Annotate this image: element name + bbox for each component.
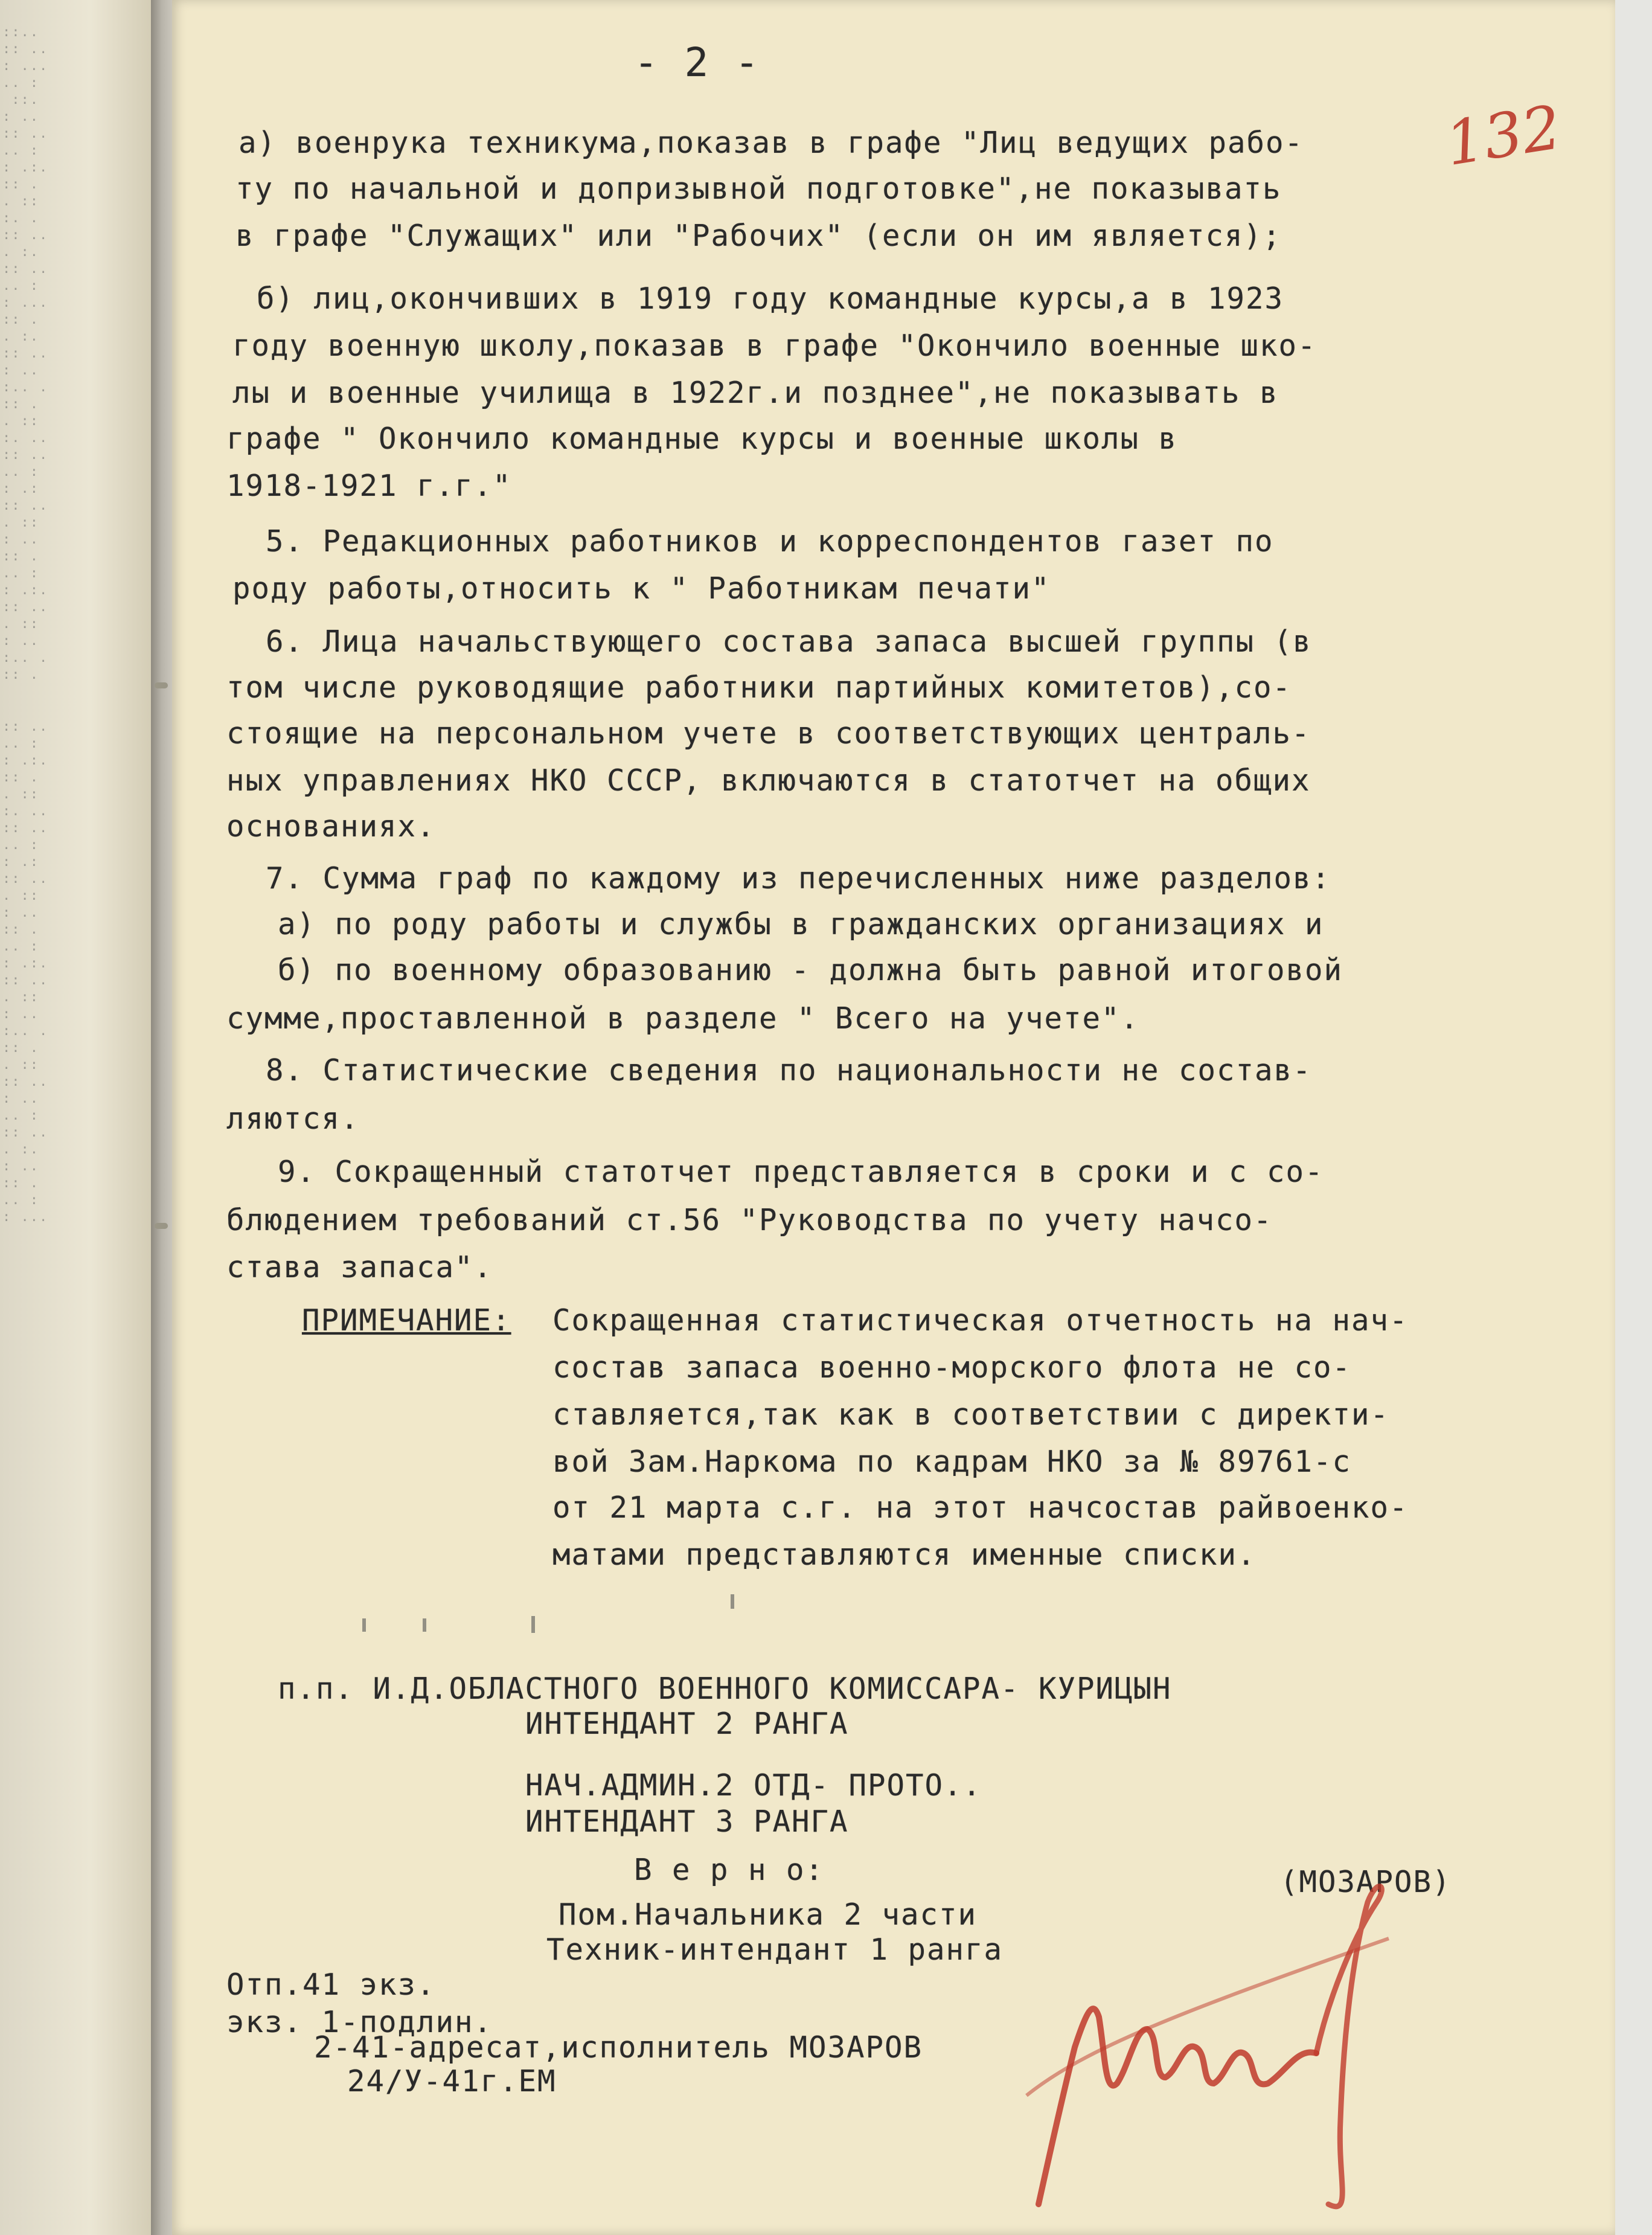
text-line: сумме,проставленной в разделе " Всего на учете". xyxy=(226,1001,1140,1036)
stray-mark xyxy=(423,1618,426,1632)
text-line: том числе руководящие работники партийных комитетов),со- xyxy=(226,670,1292,705)
text-line: 7. Сумма граф по каждому из перечисленных ниже разделов: xyxy=(266,861,1331,896)
previous-page xyxy=(0,0,151,2235)
book-gutter xyxy=(151,0,175,2235)
certified-label: В е р н о: xyxy=(634,1853,825,1887)
text-line: ту по начальной и допризывной подготовке",не показывать xyxy=(235,172,1282,206)
text-line: лы и военные училища в 1922г.и позднее",не показывать в xyxy=(232,376,1279,410)
page-number: - 2 - xyxy=(634,39,760,86)
signatory-rank: ИНТЕНДАНТ 3 РАНГА xyxy=(525,1804,849,1839)
text-line: графе " Окончило командные курсы и военные школы в xyxy=(226,422,1178,456)
signatory-rank: Техник-интендант 1 ранга xyxy=(546,1932,1004,1967)
signatory-line: Пом.Начальника 2 части xyxy=(559,1897,978,1932)
signatory-rank: ИНТЕНДАНТ 2 РАНГА xyxy=(525,1707,849,1741)
faded-previous-page-text-lower: :: .. .. : : .:. :: . . :: :. .. :: .. .. : : .: :: .. . :: : .. :: . .. : : .:. :: .. . :: : .. :.. . :: . . :: :: .. : .. .. : :: .. . :. : .. :: . .. : : ... xyxy=(2,719,49,1225)
copies-line: экз. 1-подлин. xyxy=(226,2005,493,2039)
note-line: ставляется,так как в соответствии с директи- xyxy=(552,1397,1390,1432)
text-line: 6. Лица начальствующего состава запаса высшей группы (в xyxy=(266,624,1312,659)
text-line: 5. Редакционных работников и корреспондентов газет по xyxy=(266,524,1274,559)
text-line: ляются. xyxy=(226,1101,360,1136)
note-label: ПРИМЕЧАНИЕ: xyxy=(302,1303,511,1338)
note-line: от 21 марта с.г. на этот начсостав райвоенко- xyxy=(552,1490,1409,1525)
note-line: состав запаса военно-морского флота не со- xyxy=(552,1350,1352,1385)
copies-line: 2-41-адресат,исполнитель МОЗАРОВ xyxy=(314,2030,923,2065)
copies-line: Отп.41 экз. xyxy=(226,1967,436,2002)
text-line: ных управлениях НКО СССР, включаются в статотчет на общих xyxy=(226,763,1311,798)
note-line: вой Зам.Наркома по кадрам НКО за № 89761-с xyxy=(552,1445,1352,1479)
handwritten-signature xyxy=(1014,1866,1407,2222)
text-line: году военную школу,показав в графе "Окончило военные шко- xyxy=(232,329,1317,363)
text-line: стоящие на персональном учете в соответствующих централь- xyxy=(226,716,1311,751)
binding-thread xyxy=(155,682,168,688)
text-line: в графе "Служащих" или "Рабочих" (если он им является); xyxy=(235,219,1282,253)
text-line: а) по роду работы и службы в гражданских организациях и xyxy=(278,907,1324,941)
archive-folio-number: 132 xyxy=(1441,91,1566,180)
text-line: б) по военному образованию - должна быть равной итоговой xyxy=(278,953,1343,987)
text-line: 1918-1921 г.г." xyxy=(226,469,512,503)
signatory-name: (МОЗАРОВ) xyxy=(1280,1865,1452,1899)
right-border xyxy=(1613,0,1652,2235)
stray-mark xyxy=(362,1618,366,1632)
binding-thread xyxy=(155,1223,168,1229)
signatory-line: п.п. И.Д.ОБЛАСТНОГО ВОЕННОГО КОМИССАРА- КУРИЦЫН xyxy=(278,1672,1172,1706)
text-line: роду работы,относить к " Работникам печати" xyxy=(232,571,1051,606)
text-line: б) лиц,окончивших в 1919 году командные курсы,а в 1923 xyxy=(257,281,1284,316)
faded-previous-page-text: ::.. :: .. : ... .. : ::. : .. :: .. .. : : .:. :: . . :: :. . :: .. . :. :: .. .. : : ... :: . . :. :: .. : .. :.. . :: . . :: :. .. :: .. .. : : .: :: .. . :: : .. :: . .. : : .:. :: .. . :: : .. :.. . :: . xyxy=(2,25,49,682)
date-line: 24/У-41г.ЕМ xyxy=(347,2064,557,2099)
text-line: основаниях. xyxy=(226,809,436,844)
stray-mark xyxy=(731,1594,734,1609)
signatory-line: НАЧ.АДМИН.2 ОТД- ПРОТО.. xyxy=(525,1768,982,1803)
text-line: 9. Сокращенный статотчет представляется в сроки и с со- xyxy=(278,1155,1324,1189)
note-line: Сокращенная статистическая отчетность на нач- xyxy=(552,1303,1409,1338)
stray-mark xyxy=(531,1616,535,1633)
text-line: 8. Статистические сведения по национальности не состав- xyxy=(266,1053,1312,1088)
text-line: блюдением требований ст.56 "Руководства по учету начсо- xyxy=(226,1203,1273,1237)
note-line: матами представляются именные списки. xyxy=(552,1538,1257,1572)
text-line: а) военрука техникума,показав в графе "Лиц ведущих рабо- xyxy=(239,126,1304,160)
text-line: става запаса". xyxy=(226,1250,493,1284)
